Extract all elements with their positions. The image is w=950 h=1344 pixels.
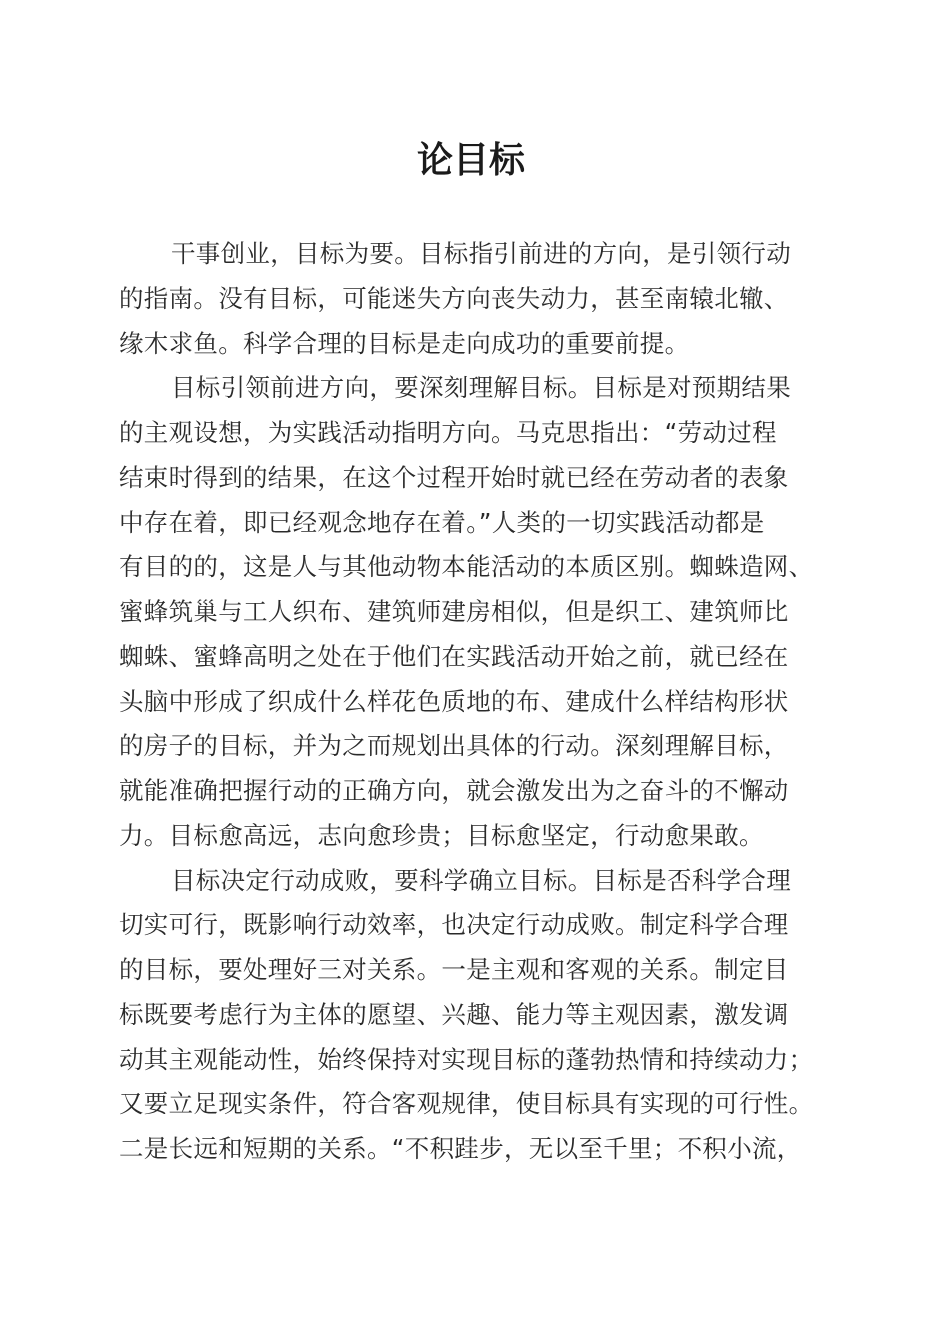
text-line: 目标决定行动成败，要科学确立目标。目标是否科学合理: [171, 865, 791, 895]
text-line: 中存在着，即已经观念地存在着。”人类的一切实践活动都是: [119, 507, 765, 537]
text-line: 目标引领前进方向，要深刻理解目标。目标是对预期结果: [171, 373, 791, 403]
text-line: 又要立足现实条件，符合客观规律，使目标具有实现的可行性。: [119, 1089, 814, 1119]
text-line: 缘木求鱼。科学合理的目标是走向成功的重要前提。: [119, 328, 690, 358]
text-line: 切实可行，既影响行动效率，也决定行动成败。制定科学合理: [119, 910, 789, 940]
text-line: 蜜蜂筑巢与工人织布、建筑师建房相似，但是织工、建筑师比: [119, 597, 789, 626]
text-line: 的指南。没有目标，可能迷失方向丧失动力，甚至南辕北辙、: [119, 283, 789, 313]
text-line: 结束时得到的结果，在这个过程开始时就已经在劳动者的表象: [119, 462, 789, 492]
text-line: 干事创业，目标为要。目标指引前进的方向，是引领行动: [171, 239, 791, 268]
article-body: [119, 232, 831, 1172]
text-line: 头脑中形成了织成什么样花色质地的布、建成什么样结构形状: [119, 686, 789, 716]
text-line: 有目的的，这是人与其他动物本能活动的本质区别。蜘蛛造网、: [119, 552, 814, 582]
text-line: 的主观设想，为实践活动指明方向。马克思指出：“劳动过程: [119, 418, 777, 447]
text-line: 的房子的目标，并为之而规划出具体的行动。深刻理解目标，: [119, 731, 789, 761]
text-line: 力。目标愈高远，志向愈珍贵；目标愈坚定，行动愈果敢。: [119, 820, 764, 850]
text-line: 的目标，要处理好三对关系。一是主观和客观的关系。制定目: [119, 955, 789, 984]
text-line: 动其主观能动性，始终保持对实现目标的蓬勃热情和持续动力；: [119, 1044, 814, 1074]
page-title: 论目标: [416, 139, 525, 181]
text-line: 蜘蛛、蜜蜂高明之处在于他们在实践活动开始之前，就已经在: [119, 641, 789, 671]
text-line: 标既要考虑行为主体的愿望、兴趣、能力等主观因素，激发调: [119, 999, 789, 1029]
text-line: 就能准确把握行动的正确方向，就会激发出为之奋斗的不懈动: [119, 776, 789, 805]
text-line: 二是长远和短期的关系。“不积跬步，无以至千里；不积小流，: [119, 1134, 802, 1163]
